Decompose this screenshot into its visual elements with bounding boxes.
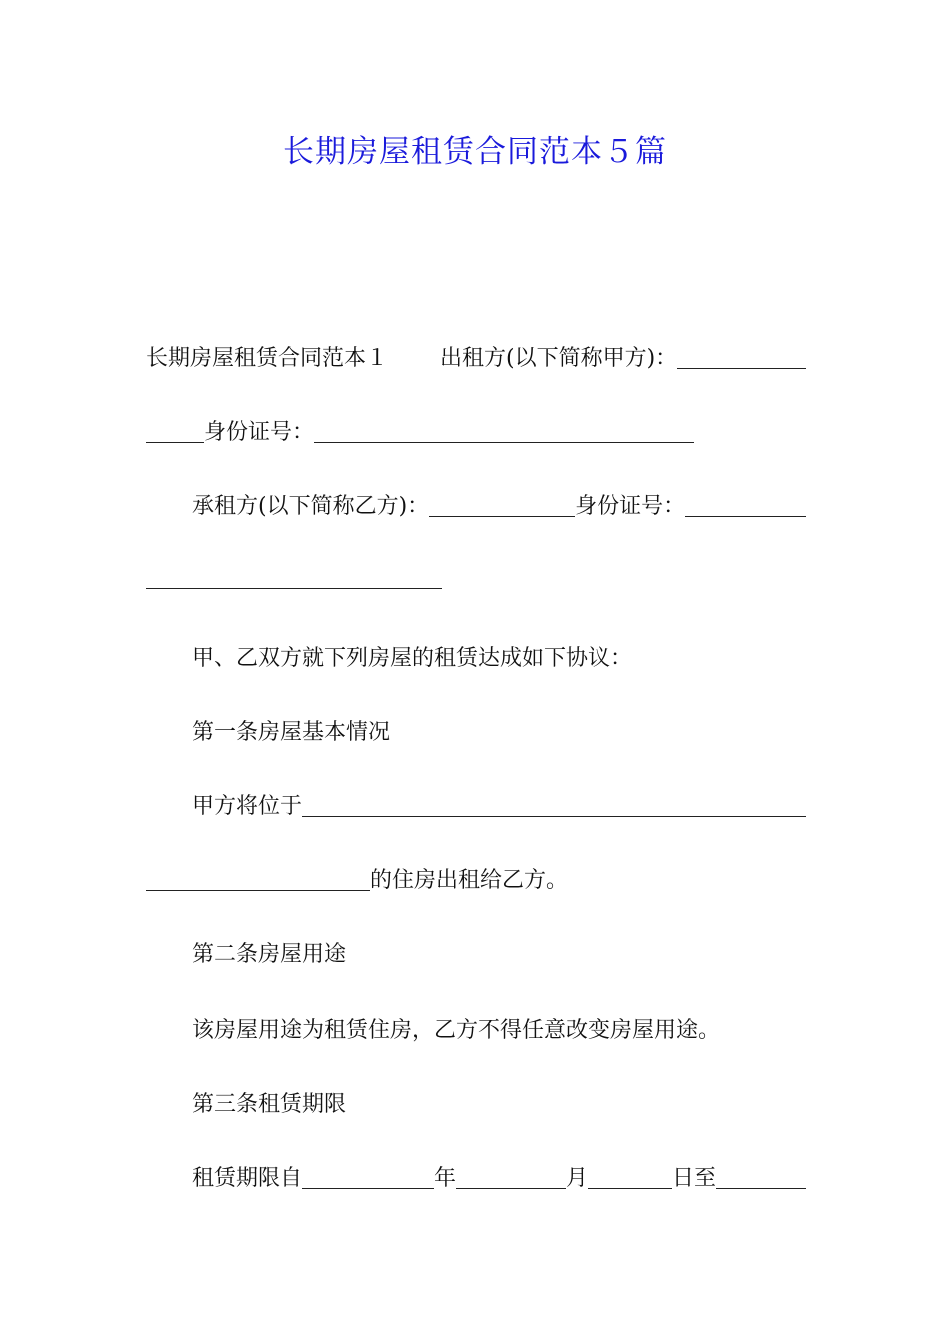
article1-heading <box>192 718 806 748</box>
article1-heading-text: 第一条房屋基本情况 <box>192 720 391 745</box>
article3-prefix: 租赁期限自 <box>192 1166 303 1191</box>
lessee-id-label: 身份证号： <box>575 494 686 519</box>
lessor-name-blank-cont <box>146 420 204 443</box>
article2-body <box>192 1016 806 1046</box>
lessee-label: 承租方(以下简称乙方)： <box>192 494 430 519</box>
section-label: 长期房屋租赁合同范本１ <box>146 346 389 371</box>
article1-cont-line <box>146 866 806 896</box>
article1-prefix: 甲方将位于 <box>192 794 303 819</box>
lessee-id-cont-line <box>146 566 806 594</box>
article2-heading-text: 第二条房屋用途 <box>192 942 347 967</box>
lessor-id-blank <box>314 420 694 443</box>
lessor-id-label: 身份证号： <box>204 420 315 445</box>
start-day-blank <box>588 1166 672 1189</box>
lessee-name-blank <box>429 494 575 517</box>
lessor-line <box>146 344 806 374</box>
lessee-line <box>192 492 806 522</box>
article1-address-line <box>192 792 806 822</box>
start-month-blank <box>456 1166 566 1189</box>
lessor-name-blank <box>677 346 806 369</box>
address-blank-cont <box>146 868 370 891</box>
article3-heading <box>192 1090 806 1120</box>
agreement-intro <box>192 644 806 674</box>
article2-body-text: 该房屋用途为租赁住房，乙方不得任意改变房屋用途。 <box>192 1018 721 1043</box>
article3-heading-text: 第三条租赁期限 <box>192 1092 347 1117</box>
end-date-blank <box>716 1166 806 1189</box>
day-to-label: 日至 <box>672 1166 717 1191</box>
document-title: 长期房屋租赁合同范本５篇 <box>283 134 667 170</box>
article2-heading <box>192 940 806 970</box>
lessee-id-blank <box>685 494 806 517</box>
lessor-label: 出租方(以下简称甲方)： <box>440 346 678 371</box>
lessee-id-blank-cont <box>146 566 442 589</box>
agreement-intro-text: 甲、乙双方就下列房屋的租赁达成如下协议： <box>192 646 633 671</box>
address-blank <box>302 794 806 817</box>
article3-term-line <box>192 1164 806 1194</box>
month-label: 月 <box>566 1166 589 1191</box>
start-year-blank <box>302 1166 434 1189</box>
lessor-id-line <box>146 418 806 448</box>
article1-suffix: 的住房出租给乙方。 <box>370 868 569 893</box>
year-label: 年 <box>434 1166 457 1191</box>
